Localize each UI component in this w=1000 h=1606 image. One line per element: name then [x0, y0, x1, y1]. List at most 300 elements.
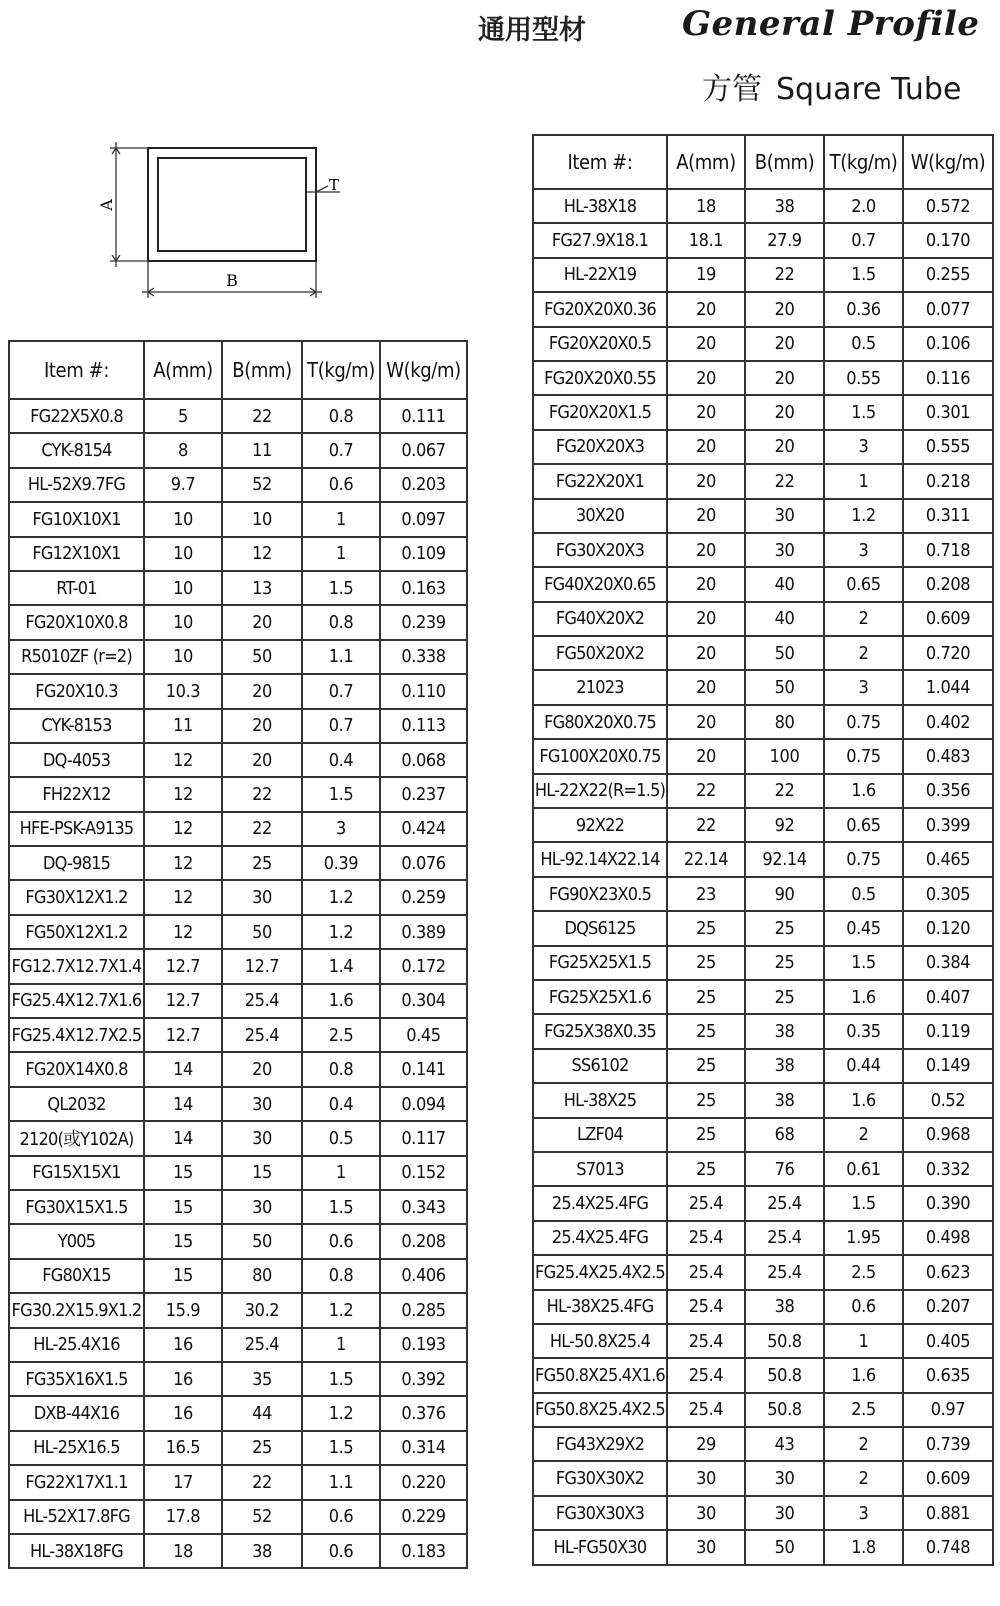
- w-cell: 0.498: [903, 1221, 993, 1255]
- b-cell: 44: [222, 1396, 302, 1430]
- item-cell: FG90X23X0.5: [533, 877, 667, 911]
- t-cell: 0.65: [824, 808, 903, 842]
- t-cell: 1: [302, 537, 380, 571]
- w-cell: 0.399: [903, 808, 993, 842]
- table-row: [9, 1396, 467, 1430]
- column-header-w: W(kg/m): [380, 341, 467, 399]
- t-cell: 3: [302, 812, 380, 846]
- column-header-b: B(mm): [222, 341, 302, 399]
- a-cell: 30: [667, 1461, 745, 1495]
- a-cell: 17: [144, 1465, 222, 1499]
- t-cell: 0.5: [302, 1121, 380, 1155]
- b-cell: 25.4: [745, 1255, 824, 1289]
- item-cell: HL-25.4X16: [9, 1328, 144, 1362]
- w-cell: 0.376: [380, 1396, 467, 1430]
- w-cell: 0.172: [380, 949, 467, 983]
- table-row: [533, 705, 993, 739]
- t-cell: 1: [302, 502, 380, 536]
- b-cell: 50: [222, 915, 302, 949]
- table-row: [533, 1118, 993, 1152]
- t-cell: 2: [824, 1118, 903, 1152]
- t-cell: 0.45: [824, 911, 903, 945]
- a-cell: 22: [667, 808, 745, 842]
- w-cell: 0.720: [903, 636, 993, 670]
- t-cell: 0.5: [824, 327, 903, 361]
- a-cell: 10.3: [144, 674, 222, 708]
- w-cell: 0.119: [903, 1014, 993, 1048]
- item-cell: FG50X20X2: [533, 636, 667, 670]
- a-cell: 25: [667, 1014, 745, 1048]
- table-row: [9, 468, 467, 502]
- column-header-a: A(mm): [667, 135, 745, 189]
- a-cell: 12: [144, 846, 222, 880]
- a-cell: 14: [144, 1087, 222, 1121]
- w-cell: 0.111: [380, 399, 467, 433]
- w-cell: 0.402: [903, 705, 993, 739]
- table-row: [533, 1049, 993, 1083]
- a-cell: 12: [144, 915, 222, 949]
- t-cell: 0.6: [302, 468, 380, 502]
- table-row: [9, 1362, 467, 1396]
- a-cell: 22: [667, 774, 745, 808]
- table-row: [533, 567, 993, 601]
- item-cell: FG22X20X1: [533, 464, 667, 498]
- t-cell: 0.6: [302, 1500, 380, 1534]
- t-cell: 1: [824, 464, 903, 498]
- table-row: [533, 877, 993, 911]
- t-cell: 2.5: [824, 1393, 903, 1427]
- b-cell: 38: [745, 1014, 824, 1048]
- item-cell: FG50X12X1.2: [9, 915, 144, 949]
- a-cell: 20: [667, 636, 745, 670]
- t-cell: 0.7: [302, 433, 380, 467]
- a-cell: 15: [144, 1156, 222, 1190]
- table-row: [9, 399, 467, 433]
- t-cell: 1.2: [302, 1293, 380, 1327]
- table-row: [9, 1534, 467, 1568]
- a-cell: 25.4: [667, 1290, 745, 1324]
- b-cell: 52: [222, 1500, 302, 1534]
- b-cell: 13: [222, 571, 302, 605]
- b-cell: 92: [745, 808, 824, 842]
- item-cell: Y005: [9, 1224, 144, 1258]
- table-row: [9, 949, 467, 983]
- a-cell: 16.5: [144, 1431, 222, 1465]
- t-cell: 0.4: [302, 1087, 380, 1121]
- table-row: [9, 1224, 467, 1258]
- t-cell: 0.36: [824, 292, 903, 326]
- t-cell: 1.5: [302, 777, 380, 811]
- a-cell: 20: [667, 499, 745, 533]
- w-cell: 0.405: [903, 1324, 993, 1358]
- spec-table-right: [532, 134, 994, 1566]
- t-cell: 1.5: [302, 1431, 380, 1465]
- t-cell: 1.6: [302, 984, 380, 1018]
- a-cell: 9.7: [144, 468, 222, 502]
- column-header-w: W(kg/m): [903, 135, 993, 189]
- t-cell: 0.75: [824, 705, 903, 739]
- a-cell: 20: [667, 670, 745, 704]
- table-row: [533, 946, 993, 980]
- b-cell: 25.4: [222, 1328, 302, 1362]
- w-cell: 0.220: [380, 1465, 467, 1499]
- t-cell: 3: [824, 430, 903, 464]
- item-cell: SS6102: [533, 1049, 667, 1083]
- w-cell: 0.384: [903, 946, 993, 980]
- b-cell: 30: [745, 499, 824, 533]
- w-cell: 0.305: [903, 877, 993, 911]
- w-cell: 0.163: [380, 571, 467, 605]
- a-cell: 19: [667, 258, 745, 292]
- b-cell: 35: [222, 1362, 302, 1396]
- a-cell: 16: [144, 1362, 222, 1396]
- table-row: [533, 1427, 993, 1461]
- t-cell: 1.5: [824, 258, 903, 292]
- w-cell: 0.255: [903, 258, 993, 292]
- item-cell: FG25.4X25.4X2.5: [533, 1255, 667, 1289]
- item-cell: FG30X12X1.2: [9, 880, 144, 914]
- w-cell: 0.356: [903, 774, 993, 808]
- item-cell: FG20X20X3: [533, 430, 667, 464]
- b-cell: 30: [745, 1496, 824, 1530]
- table-row: [533, 808, 993, 842]
- b-cell: 50: [222, 640, 302, 674]
- table-row: [9, 1156, 467, 1190]
- item-cell: FG30X15X1.5: [9, 1190, 144, 1224]
- item-cell: 25.4X25.4FG: [533, 1221, 667, 1255]
- b-cell: 92.14: [745, 842, 824, 876]
- t-cell: 1.5: [302, 1362, 380, 1396]
- t-cell: 1.1: [302, 640, 380, 674]
- a-cell: 10: [144, 605, 222, 639]
- item-cell: HL-22X22(R=1.5): [533, 774, 667, 808]
- table-row: [533, 1530, 993, 1564]
- item-cell: DXB-44X16: [9, 1396, 144, 1430]
- table-header-row: [533, 135, 993, 189]
- a-cell: 14: [144, 1052, 222, 1086]
- a-cell: 10: [144, 502, 222, 536]
- table-row: [9, 1465, 467, 1499]
- item-cell: HL-52X17.8FG: [9, 1500, 144, 1534]
- item-cell: FG25X25X1.5: [533, 946, 667, 980]
- dimension-t-label: T: [328, 176, 340, 194]
- table-row: [9, 1052, 467, 1086]
- table-row: [533, 739, 993, 773]
- table-row: [533, 670, 993, 704]
- a-cell: 8: [144, 433, 222, 467]
- w-cell: 0.52: [903, 1083, 993, 1117]
- b-cell: 11: [222, 433, 302, 467]
- b-cell: 50: [745, 1530, 824, 1564]
- dimension-b-label: B: [226, 271, 238, 290]
- item-cell: HL-38X18: [533, 189, 667, 223]
- w-cell: 0.301: [903, 395, 993, 429]
- t-cell: 3: [824, 670, 903, 704]
- w-cell: 0.748: [903, 1530, 993, 1564]
- t-cell: 0.35: [824, 1014, 903, 1048]
- a-cell: 29: [667, 1427, 745, 1461]
- w-cell: 0.183: [380, 1534, 467, 1568]
- a-cell: 12: [144, 743, 222, 777]
- item-cell: FG30X20X3: [533, 533, 667, 567]
- b-cell: 40: [745, 602, 824, 636]
- table-row: [533, 361, 993, 395]
- table-row: [9, 1259, 467, 1293]
- a-cell: 10: [144, 537, 222, 571]
- table-row: [9, 846, 467, 880]
- table-row: [9, 812, 467, 846]
- b-cell: 20: [745, 327, 824, 361]
- title-english: General Profile: [682, 4, 980, 44]
- b-cell: 50: [222, 1224, 302, 1258]
- a-cell: 30: [667, 1530, 745, 1564]
- b-cell: 20: [745, 430, 824, 464]
- item-cell: DQS6125: [533, 911, 667, 945]
- item-cell: FG22X17X1.1: [9, 1465, 144, 1499]
- w-cell: 0.110: [380, 674, 467, 708]
- t-cell: 0.7: [302, 709, 380, 743]
- w-cell: 0.117: [380, 1121, 467, 1155]
- table-row: [533, 911, 993, 945]
- a-cell: 20: [667, 739, 745, 773]
- b-cell: 38: [745, 189, 824, 223]
- table-row: [533, 395, 993, 429]
- w-cell: 0.149: [903, 1049, 993, 1083]
- w-cell: 0.623: [903, 1255, 993, 1289]
- table-row: [9, 1328, 467, 1362]
- w-cell: 0.208: [380, 1224, 467, 1258]
- a-cell: 25.4: [667, 1221, 745, 1255]
- w-cell: 0.077: [903, 292, 993, 326]
- item-cell: HL-50.8X25.4: [533, 1324, 667, 1358]
- b-cell: 80: [745, 705, 824, 739]
- a-cell: 20: [667, 395, 745, 429]
- b-cell: 30: [222, 1121, 302, 1155]
- a-cell: 12: [144, 812, 222, 846]
- t-cell: 1.2: [302, 1396, 380, 1430]
- b-cell: 80: [222, 1259, 302, 1293]
- b-cell: 38: [745, 1083, 824, 1117]
- a-cell: 20: [667, 567, 745, 601]
- a-cell: 14: [144, 1121, 222, 1155]
- table-row: [533, 533, 993, 567]
- w-cell: 0.218: [903, 464, 993, 498]
- w-cell: 0.338: [380, 640, 467, 674]
- w-cell: 0.332: [903, 1152, 993, 1186]
- item-cell: FG27.9X18.1: [533, 223, 667, 257]
- item-cell: FG50.8X25.4X2.5: [533, 1393, 667, 1427]
- b-cell: 25: [222, 1431, 302, 1465]
- w-cell: 0.109: [380, 537, 467, 571]
- w-cell: 0.229: [380, 1500, 467, 1534]
- w-cell: 0.718: [903, 533, 993, 567]
- table-row: [9, 640, 467, 674]
- w-cell: 0.285: [380, 1293, 467, 1327]
- item-cell: FG40X20X2: [533, 602, 667, 636]
- w-cell: 0.311: [903, 499, 993, 533]
- table-row: [533, 1358, 993, 1392]
- w-cell: 0.203: [380, 468, 467, 502]
- w-cell: 0.304: [380, 984, 467, 1018]
- item-cell: FG20X10.3: [9, 674, 144, 708]
- item-cell: HL-38X18FG: [9, 1534, 144, 1568]
- a-cell: 23: [667, 877, 745, 911]
- t-cell: 0.8: [302, 1052, 380, 1086]
- b-cell: 30.2: [222, 1293, 302, 1327]
- item-cell: FG20X20X0.5: [533, 327, 667, 361]
- table-body-right: [533, 189, 993, 1565]
- b-cell: 27.9: [745, 223, 824, 257]
- t-cell: 0.55: [824, 361, 903, 395]
- b-cell: 68: [745, 1118, 824, 1152]
- b-cell: 30: [222, 880, 302, 914]
- item-cell: FG22X5X0.8: [9, 399, 144, 433]
- item-cell: FG12.7X12.7X1.4: [9, 949, 144, 983]
- t-cell: 0.8: [302, 399, 380, 433]
- table-header-row: [9, 341, 467, 399]
- item-cell: LZF04: [533, 1118, 667, 1152]
- table-row: [533, 292, 993, 326]
- item-cell: FG15X15X1: [9, 1156, 144, 1190]
- t-cell: 0.44: [824, 1049, 903, 1083]
- table-row: [533, 1255, 993, 1289]
- w-cell: 0.392: [380, 1362, 467, 1396]
- w-cell: 0.97: [903, 1393, 993, 1427]
- b-cell: 38: [745, 1049, 824, 1083]
- w-cell: 0.207: [903, 1290, 993, 1324]
- a-cell: 30: [667, 1496, 745, 1530]
- w-cell: 0.465: [903, 842, 993, 876]
- item-cell: R5010ZF (r=2): [9, 640, 144, 674]
- t-cell: 0.6: [302, 1534, 380, 1568]
- t-cell: 0.6: [824, 1290, 903, 1324]
- t-cell: 0.39: [302, 846, 380, 880]
- w-cell: 0.113: [380, 709, 467, 743]
- item-cell: QL2032: [9, 1087, 144, 1121]
- b-cell: 30: [222, 1087, 302, 1121]
- t-cell: 1.5: [824, 946, 903, 980]
- w-cell: 0.389: [380, 915, 467, 949]
- b-cell: 30: [745, 533, 824, 567]
- item-cell: RT-01: [9, 571, 144, 605]
- item-cell: HL-FG50X30: [533, 1530, 667, 1564]
- t-cell: 0.61: [824, 1152, 903, 1186]
- w-cell: 0.968: [903, 1118, 993, 1152]
- column-header-item: Item #:: [533, 135, 667, 189]
- column-header-t: T(kg/m): [824, 135, 903, 189]
- w-cell: 0.343: [380, 1190, 467, 1224]
- b-cell: 30: [222, 1190, 302, 1224]
- t-cell: 1.6: [824, 1358, 903, 1392]
- a-cell: 11: [144, 709, 222, 743]
- a-cell: 12.7: [144, 949, 222, 983]
- item-cell: FG40X20X0.65: [533, 567, 667, 601]
- w-cell: 0.406: [380, 1259, 467, 1293]
- dimension-a-label: A: [97, 199, 116, 211]
- t-cell: 3: [824, 533, 903, 567]
- b-cell: 50: [745, 670, 824, 704]
- a-cell: 20: [667, 430, 745, 464]
- t-cell: 2.5: [824, 1255, 903, 1289]
- w-cell: 0.120: [903, 911, 993, 945]
- table-row: [9, 880, 467, 914]
- table-row: [533, 774, 993, 808]
- t-cell: 1: [302, 1328, 380, 1362]
- w-cell: 0.45: [380, 1018, 467, 1052]
- b-cell: 25: [745, 946, 824, 980]
- table-row: [9, 571, 467, 605]
- item-cell: FG20X14X0.8: [9, 1052, 144, 1086]
- t-cell: 1.8: [824, 1530, 903, 1564]
- t-cell: 1: [824, 1324, 903, 1358]
- t-cell: 0.4: [302, 743, 380, 777]
- item-cell: HL-22X19: [533, 258, 667, 292]
- t-cell: 1.5: [302, 571, 380, 605]
- w-cell: 0.067: [380, 433, 467, 467]
- b-cell: 50.8: [745, 1358, 824, 1392]
- b-cell: 20: [222, 674, 302, 708]
- b-cell: 15: [222, 1156, 302, 1190]
- b-cell: 40: [745, 567, 824, 601]
- w-cell: 1.044: [903, 670, 993, 704]
- table-row: [533, 464, 993, 498]
- w-cell: 0.076: [380, 846, 467, 880]
- t-cell: 1.6: [824, 980, 903, 1014]
- w-cell: 0.314: [380, 1431, 467, 1465]
- item-cell: HFE-PSK-A9135: [9, 812, 144, 846]
- b-cell: 100: [745, 739, 824, 773]
- b-cell: 20: [745, 361, 824, 395]
- w-cell: 0.237: [380, 777, 467, 811]
- b-cell: 22: [745, 464, 824, 498]
- table-row: [533, 602, 993, 636]
- t-cell: 2: [824, 1461, 903, 1495]
- a-cell: 15: [144, 1190, 222, 1224]
- table-row: [533, 223, 993, 257]
- table-row: [9, 433, 467, 467]
- w-cell: 0.170: [903, 223, 993, 257]
- table-row: [533, 327, 993, 361]
- a-cell: 15: [144, 1224, 222, 1258]
- b-cell: 25.4: [222, 984, 302, 1018]
- a-cell: 20: [667, 602, 745, 636]
- item-cell: FG20X20X1.5: [533, 395, 667, 429]
- a-cell: 20: [667, 292, 745, 326]
- b-cell: 22: [222, 1465, 302, 1499]
- a-cell: 22.14: [667, 842, 745, 876]
- table-row: [9, 777, 467, 811]
- a-cell: 25: [667, 1118, 745, 1152]
- a-cell: 10: [144, 571, 222, 605]
- a-cell: 15: [144, 1259, 222, 1293]
- table-row: [9, 709, 467, 743]
- item-cell: FG25X25X1.6: [533, 980, 667, 1014]
- t-cell: 1.95: [824, 1221, 903, 1255]
- t-cell: 0.7: [824, 223, 903, 257]
- b-cell: 76: [745, 1152, 824, 1186]
- table-row: [533, 499, 993, 533]
- title-chinese: 通用型材: [478, 15, 586, 46]
- b-cell: 38: [222, 1534, 302, 1568]
- w-cell: 0.739: [903, 1427, 993, 1461]
- table-row: [9, 743, 467, 777]
- item-cell: HL-52X9.7FG: [9, 468, 144, 502]
- item-cell: CYK-8153: [9, 709, 144, 743]
- item-cell: FG20X10X0.8: [9, 605, 144, 639]
- b-cell: 10: [222, 502, 302, 536]
- table-row: [533, 1461, 993, 1495]
- item-cell: FG25X38X0.35: [533, 1014, 667, 1048]
